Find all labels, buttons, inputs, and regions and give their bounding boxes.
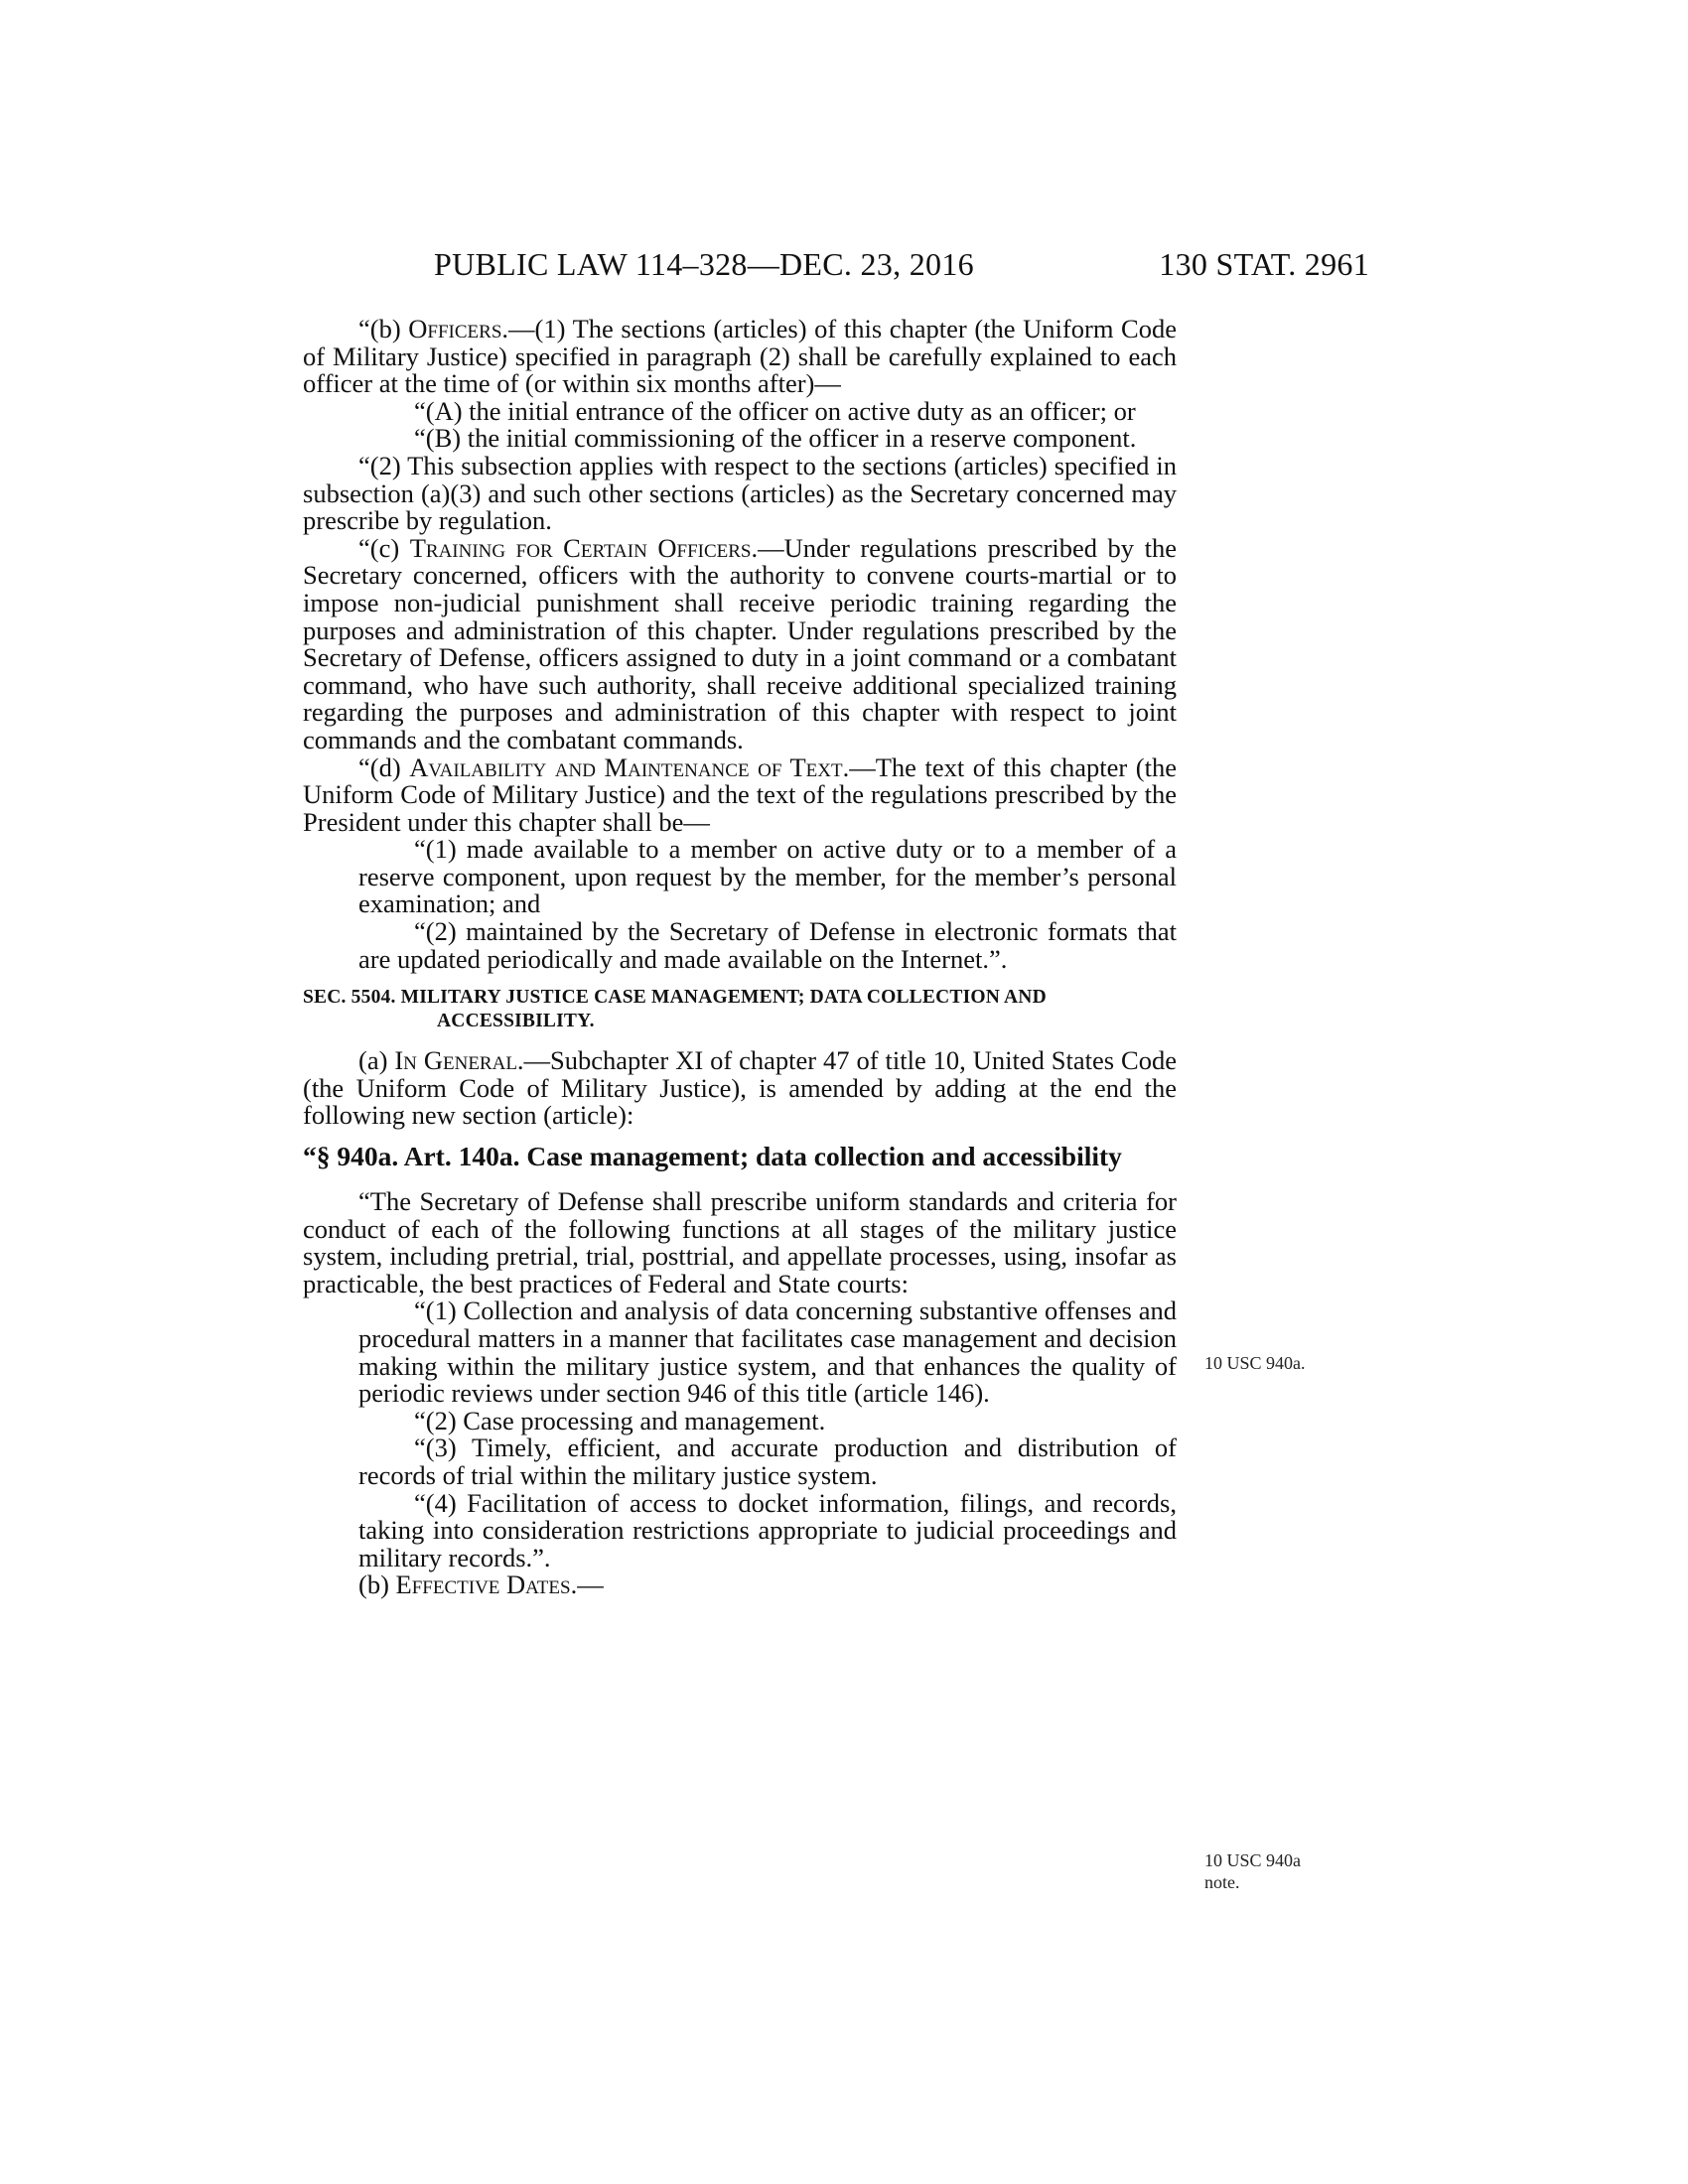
statute-page-number: 130 STAT. 2961 (1159, 246, 1369, 282)
article-paragraph-4: “(4) Facilitation of access to docket information, filings, and records, taking into consideration restrictions appropriate to judicial proceedings and military records.”. (358, 1487, 1177, 1572)
margin-note-usc-citation: 10 USC 940a. (1204, 1353, 1306, 1373)
subsection-text: .—The text of this chapter (the Uniform Code of Military Justice) and the text of the regulations prescribed by the President under this chapter shall be— (303, 751, 1178, 837)
subsection-a-in-general (303, 1047, 1177, 1130)
subsection-text: .—Under regulations prescribed by the Secretary concerned, officers with the authority to convene courts-martial or to impose non-judicial punishment shall receive periodic training regarding the purposes and administration of this chapter. Under regulations prescribed by the Secretary of Defense, officers assigned to duty in a joint command or a combatant command, who have such authority, shall receive additional specialized training regarding the purposes and administration of this chapter with respect to joint commands and the combatant commands. (303, 532, 1177, 754)
subparagraph-a: “(A) the initial entrance of the officer on active duty as an officer; or (414, 395, 1136, 426)
subsection-text: .—Subchapter XI of chapter 47 of title 10, United States Code (the Uniform Code of Military Justice), is amended by adding at the end the following new section (article): (303, 1045, 1177, 1131)
main-text-column (303, 316, 1177, 1599)
paragraph-d-2: “(2) maintained by the Secretary of Defense in electronic formats that are updated periodically and made available on the Internet.”. (358, 916, 1177, 974)
article-paragraph-1: “(1) Collection and analysis of data concerning substantive offenses and procedural matters in a manner that facilitates case management and decision making within the military justice system, and that enhances the quality of periodic reviews under section 946 of this title (article 146). (358, 1296, 1177, 1409)
section-heading: SEC. 5504. MILITARY JUSTICE CASE MANAGEMENT; DATA COLLECTION AND ACCESSIBILITY. (303, 987, 1047, 1032)
margin-note-line: note. (1204, 1872, 1240, 1892)
article-intro: “The Secretary of Defense shall prescribe uniform standards and criteria for conduct of each of the following functions at all stages of the military justice system, including pretrial, trial, posttrial, and appellate processes, using, insofar as practicable, the best practices of Federal and State courts: (303, 1186, 1177, 1298)
subsection-caption: In General (394, 1045, 517, 1076)
paragraph-2: “(2) This subsection applies with respect to the sections (articles) specified in subsection (a)(3) and such other sections (articles) as the Secretary concerned may prescribe by regulation. (303, 450, 1177, 536)
subsection-b-officers (303, 316, 1177, 398)
subsection-caption: Officers (408, 314, 502, 343)
subsection-b-effective-dates (303, 1571, 1177, 1599)
subsection-caption: Training for Certain Officers (409, 532, 752, 563)
page-header (434, 246, 1369, 286)
article-paragraph-2: “(2) Case processing and management. (414, 1405, 826, 1435)
public-law-citation: PUBLIC LAW 114–328—DEC. 23, 2016 (434, 246, 974, 282)
subsection-label: (b) (358, 1570, 396, 1600)
subsection-label: “(d) (358, 751, 410, 782)
subsection-c-training (303, 532, 1177, 754)
margin-note-usc-citation-note (1204, 1849, 1301, 1893)
subsection-label: (a) (358, 1045, 395, 1076)
margin-note-line: 10 USC 940a (1204, 1850, 1302, 1870)
subsection-label: “(b) (358, 314, 409, 343)
subsection-label: “(c) (358, 532, 410, 563)
subparagraph-b: “(B) the initial commissioning of the officer in a reserve component. (414, 423, 1137, 454)
article-heading: “§ 940a. Art. 140a. Case management; data collection and accessibility (303, 1141, 1122, 1172)
article-paragraph-3: “(3) Timely, efficient, and accurate production and distribution of records of trial within the military justice system. (358, 1433, 1177, 1490)
subsection-text: .—(1) The sections (articles) of this chapter (the Uniform Code of Military Justice) specified in paragraph (2) shall be carefully explained to each officer at the time of (or within six months after)— (303, 314, 1177, 399)
subsection-text: .— (570, 1570, 604, 1600)
subsection-caption: Availability and Maintenance of Text (409, 751, 843, 782)
subsection-caption: Effective Dates (395, 1570, 571, 1600)
paragraph-d-1: “(1) made available to a member on active duty or to a member of a reserve component, upon request by the member, for the member’s personal examination; and (358, 834, 1177, 919)
subsection-d-availability (303, 751, 1178, 837)
